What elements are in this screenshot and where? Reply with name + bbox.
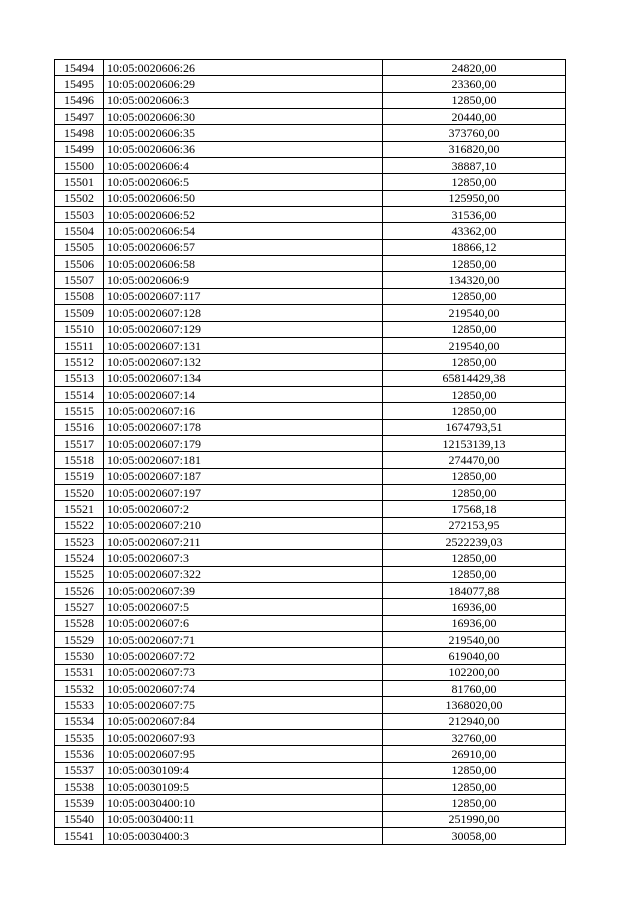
row-number-cell: 15520 (55, 484, 104, 500)
cadastral-number-cell: 10:05:0020607:84 (104, 713, 383, 729)
value-cell: 274470,00 (383, 452, 566, 468)
row-number-cell: 15505 (55, 239, 104, 255)
value-cell: 65814429,38 (383, 370, 566, 386)
cadastral-number-cell: 10:05:0020607:131 (104, 337, 383, 353)
row-number-cell: 15533 (55, 697, 104, 713)
table-row (55, 288, 566, 304)
row-number-cell: 15535 (55, 730, 104, 746)
table-row (55, 60, 566, 76)
cadastral-number-cell: 10:05:0020607:6 (104, 615, 383, 631)
cadastral-number-cell: 10:05:0020607:181 (104, 452, 383, 468)
table-row (55, 664, 566, 680)
table-row (55, 517, 566, 533)
cadastral-number-cell: 10:05:0020607:117 (104, 288, 383, 304)
row-number-cell: 15530 (55, 648, 104, 664)
cadastral-number-cell: 10:05:0020607:75 (104, 697, 383, 713)
table-row (55, 125, 566, 141)
table-row (55, 550, 566, 566)
value-cell: 12850,00 (383, 550, 566, 566)
row-number-cell: 15496 (55, 92, 104, 108)
cadastral-number-cell: 10:05:0020606:9 (104, 272, 383, 288)
value-cell: 219540,00 (383, 337, 566, 353)
cadastral-number-cell: 10:05:0020606:57 (104, 239, 383, 255)
value-cell: 81760,00 (383, 681, 566, 697)
row-number-cell: 15494 (55, 60, 104, 76)
value-cell: 12850,00 (383, 256, 566, 272)
table-row (55, 256, 566, 272)
cadastral-number-cell: 10:05:0020607:93 (104, 730, 383, 746)
value-cell: 12850,00 (383, 484, 566, 500)
table-row (55, 370, 566, 386)
value-cell: 38887,10 (383, 158, 566, 174)
value-cell: 212940,00 (383, 713, 566, 729)
value-cell: 12850,00 (383, 795, 566, 811)
table-row (55, 403, 566, 419)
row-number-cell: 15498 (55, 125, 104, 141)
value-cell: 102200,00 (383, 664, 566, 680)
value-cell: 26910,00 (383, 746, 566, 762)
value-cell: 12850,00 (383, 174, 566, 190)
row-number-cell: 15508 (55, 288, 104, 304)
value-cell: 2522239,03 (383, 533, 566, 549)
value-cell: 12850,00 (383, 762, 566, 778)
table-row (55, 239, 566, 255)
row-number-cell: 15513 (55, 370, 104, 386)
value-cell: 12850,00 (383, 779, 566, 795)
row-number-cell: 15536 (55, 746, 104, 762)
cadastral-number-cell: 10:05:0020607:128 (104, 305, 383, 321)
row-number-cell: 15497 (55, 109, 104, 125)
row-number-cell: 15516 (55, 419, 104, 435)
table-row (55, 223, 566, 239)
cadastral-number-cell: 10:05:0020606:54 (104, 223, 383, 239)
table-row (55, 615, 566, 631)
row-number-cell: 15518 (55, 452, 104, 468)
table-row (55, 272, 566, 288)
row-number-cell: 15503 (55, 207, 104, 223)
row-number-cell: 15514 (55, 386, 104, 402)
table-row (55, 697, 566, 713)
cadastral-number-cell: 10:05:0020607:178 (104, 419, 383, 435)
table-row (55, 207, 566, 223)
value-cell: 12850,00 (383, 566, 566, 582)
cadastral-value-table (54, 59, 566, 845)
value-cell: 12850,00 (383, 92, 566, 108)
row-number-cell: 15512 (55, 354, 104, 370)
cadastral-number-cell: 10:05:0020607:71 (104, 632, 383, 648)
row-number-cell: 15510 (55, 321, 104, 337)
table-row (55, 681, 566, 697)
table-row (55, 795, 566, 811)
value-cell: 134320,00 (383, 272, 566, 288)
cadastral-number-cell: 10:05:0020607:39 (104, 583, 383, 599)
row-number-cell: 15532 (55, 681, 104, 697)
table-row (55, 713, 566, 729)
row-number-cell: 15502 (55, 190, 104, 206)
row-number-cell: 15540 (55, 811, 104, 827)
table-row (55, 321, 566, 337)
table-row (55, 828, 566, 844)
table-row (55, 762, 566, 778)
value-cell: 219540,00 (383, 632, 566, 648)
value-cell: 219540,00 (383, 305, 566, 321)
cadastral-number-cell: 10:05:0020607:2 (104, 501, 383, 517)
row-number-cell: 15500 (55, 158, 104, 174)
value-cell: 12850,00 (383, 354, 566, 370)
cadastral-number-cell: 10:05:0020606:26 (104, 60, 383, 76)
cadastral-number-cell: 10:05:0020606:58 (104, 256, 383, 272)
cadastral-number-cell: 10:05:0020606:52 (104, 207, 383, 223)
cadastral-number-cell: 10:05:0020607:74 (104, 681, 383, 697)
table-row (55, 632, 566, 648)
row-number-cell: 15521 (55, 501, 104, 517)
value-cell: 316820,00 (383, 141, 566, 157)
table-row (55, 484, 566, 500)
value-cell: 125950,00 (383, 190, 566, 206)
cadastral-number-cell: 10:05:0020607:73 (104, 664, 383, 680)
cadastral-number-cell: 10:05:0020606:5 (104, 174, 383, 190)
row-number-cell: 15515 (55, 403, 104, 419)
value-cell: 16936,00 (383, 599, 566, 615)
cadastral-number-cell: 10:05:0030400:3 (104, 828, 383, 844)
value-cell: 12153139,13 (383, 435, 566, 451)
cadastral-number-cell: 10:05:0020606:3 (104, 92, 383, 108)
cadastral-number-cell: 10:05:0030400:10 (104, 795, 383, 811)
cadastral-number-cell: 10:05:0020606:30 (104, 109, 383, 125)
table-row (55, 109, 566, 125)
table-row (55, 174, 566, 190)
table-row (55, 746, 566, 762)
row-number-cell: 15519 (55, 468, 104, 484)
value-cell: 24820,00 (383, 60, 566, 76)
cadastral-number-cell: 10:05:0020606:36 (104, 141, 383, 157)
cadastral-number-cell: 10:05:0020606:50 (104, 190, 383, 206)
table-row (55, 386, 566, 402)
cadastral-number-cell: 10:05:0020607:72 (104, 648, 383, 664)
row-number-cell: 15522 (55, 517, 104, 533)
row-number-cell: 15523 (55, 533, 104, 549)
row-number-cell: 15524 (55, 550, 104, 566)
cadastral-number-cell: 10:05:0020607:95 (104, 746, 383, 762)
row-number-cell: 15495 (55, 76, 104, 92)
cadastral-number-cell: 10:05:0020607:16 (104, 403, 383, 419)
table-row (55, 583, 566, 599)
table-body (55, 60, 566, 845)
table-row (55, 419, 566, 435)
value-cell: 619040,00 (383, 648, 566, 664)
table-row (55, 435, 566, 451)
row-number-cell: 15531 (55, 664, 104, 680)
value-cell: 251990,00 (383, 811, 566, 827)
value-cell: 12850,00 (383, 321, 566, 337)
cadastral-number-cell: 10:05:0020607:3 (104, 550, 383, 566)
table-row (55, 599, 566, 615)
row-number-cell: 15507 (55, 272, 104, 288)
cadastral-number-cell: 10:05:0020607:134 (104, 370, 383, 386)
table-row (55, 468, 566, 484)
row-number-cell: 15504 (55, 223, 104, 239)
table-row (55, 337, 566, 353)
table-row (55, 354, 566, 370)
row-number-cell: 15509 (55, 305, 104, 321)
cadastral-number-cell: 10:05:0020607:187 (104, 468, 383, 484)
table-row (55, 648, 566, 664)
table-row (55, 566, 566, 582)
value-cell: 12850,00 (383, 403, 566, 419)
table-row (55, 533, 566, 549)
value-cell: 1368020,00 (383, 697, 566, 713)
cadastral-number-cell: 10:05:0030109:4 (104, 762, 383, 778)
row-number-cell: 15534 (55, 713, 104, 729)
cadastral-number-cell: 10:05:0020607:179 (104, 435, 383, 451)
cadastral-number-cell: 10:05:0030400:11 (104, 811, 383, 827)
row-number-cell: 15506 (55, 256, 104, 272)
cadastral-number-cell: 10:05:0020607:132 (104, 354, 383, 370)
cadastral-number-cell: 10:05:0020607:14 (104, 386, 383, 402)
value-cell: 12850,00 (383, 468, 566, 484)
row-number-cell: 15527 (55, 599, 104, 615)
row-number-cell: 15501 (55, 174, 104, 190)
cadastral-number-cell: 10:05:0020607:129 (104, 321, 383, 337)
cadastral-number-cell: 10:05:0020607:211 (104, 533, 383, 549)
row-number-cell: 15526 (55, 583, 104, 599)
row-number-cell: 15511 (55, 337, 104, 353)
table-row (55, 305, 566, 321)
row-number-cell: 15517 (55, 435, 104, 451)
cadastral-number-cell: 10:05:0020607:5 (104, 599, 383, 615)
value-cell: 1674793,51 (383, 419, 566, 435)
value-cell: 20440,00 (383, 109, 566, 125)
table-row (55, 730, 566, 746)
value-cell: 43362,00 (383, 223, 566, 239)
cadastral-number-cell: 10:05:0020607:197 (104, 484, 383, 500)
table-row (55, 158, 566, 174)
value-cell: 12850,00 (383, 386, 566, 402)
cadastral-number-cell: 10:05:0020606:4 (104, 158, 383, 174)
value-cell: 18866,12 (383, 239, 566, 255)
table-row (55, 190, 566, 206)
row-number-cell: 15529 (55, 632, 104, 648)
value-cell: 32760,00 (383, 730, 566, 746)
cadastral-number-cell: 10:05:0020606:35 (104, 125, 383, 141)
value-cell: 17568,18 (383, 501, 566, 517)
row-number-cell: 15528 (55, 615, 104, 631)
value-cell: 31536,00 (383, 207, 566, 223)
value-cell: 184077,88 (383, 583, 566, 599)
row-number-cell: 15538 (55, 779, 104, 795)
cadastral-number-cell: 10:05:0020607:322 (104, 566, 383, 582)
row-number-cell: 15541 (55, 828, 104, 844)
value-cell: 16936,00 (383, 615, 566, 631)
value-cell: 373760,00 (383, 125, 566, 141)
row-number-cell: 15539 (55, 795, 104, 811)
value-cell: 23360,00 (383, 76, 566, 92)
table-row (55, 811, 566, 827)
table-row (55, 76, 566, 92)
cadastral-number-cell: 10:05:0020607:210 (104, 517, 383, 533)
table-row (55, 779, 566, 795)
value-cell: 12850,00 (383, 288, 566, 304)
cadastral-number-cell: 10:05:0030109:5 (104, 779, 383, 795)
row-number-cell: 15525 (55, 566, 104, 582)
value-cell: 30058,00 (383, 828, 566, 844)
table-row (55, 141, 566, 157)
cadastral-number-cell: 10:05:0020606:29 (104, 76, 383, 92)
row-number-cell: 15537 (55, 762, 104, 778)
table-row (55, 501, 566, 517)
value-cell: 272153,95 (383, 517, 566, 533)
table-row (55, 452, 566, 468)
row-number-cell: 15499 (55, 141, 104, 157)
table-row (55, 92, 566, 108)
